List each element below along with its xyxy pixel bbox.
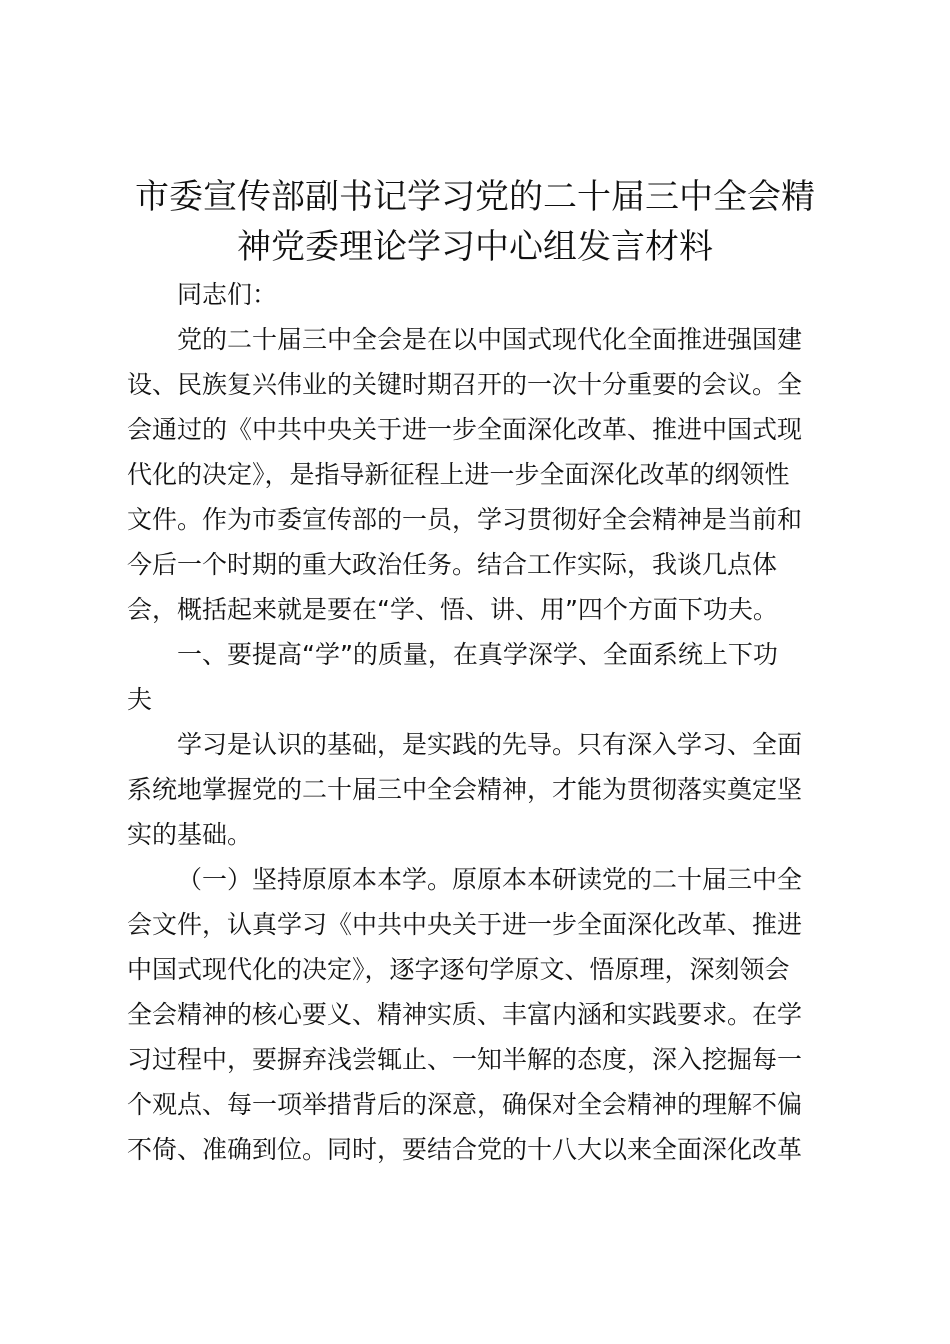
text-line: 一、要提高“学”的质量，在真学深学、全面系统上下功: [177, 640, 778, 669]
text-line: 文件。作为市委宣传部的一员，学习贯彻好全会精神是当前和: [127, 505, 803, 534]
text-line: 全会精神的核心要义、精神实质、丰富内涵和实践要求。在学: [127, 1000, 803, 1029]
document-title: [0, 172, 950, 272]
text-line: 不倚、准确到位。同时，要结合党的十八大以来全面深化改革: [127, 1135, 803, 1164]
text-line: （一）坚持原原本本学。原原本本研读党的二十届三中全: [177, 865, 803, 894]
text-line: 党的二十届三中全会是在以中国式现代化全面推进强国建: [177, 325, 803, 354]
text-line: 夫: [127, 685, 153, 714]
text-line: 会，概括起来就是要在“学、悟、讲、用”四个方面下功夫。: [127, 595, 778, 624]
text-line: 今后一个时期的重大政治任务。结合工作实际，我谈几点体: [127, 550, 778, 579]
text-line: 中国式现代化的决定》，逐字逐句学原文、悟原理，深刻领会: [127, 955, 790, 984]
title-line-2: 神党委理论学习中心组发言材料: [237, 227, 713, 267]
text-line: 系统地掌握党的二十届三中全会精神，才能为贯彻落实奠定坚: [127, 775, 803, 804]
text-line: 设、民族复兴伟业的关键时期召开的一次十分重要的会议。全: [127, 370, 803, 399]
title-line-1: 市委宣传部副书记学习党的二十届三中全会精: [135, 177, 815, 217]
text-line: 个观点、每一项举措背后的深意，确保对全会精神的理解不偏: [127, 1090, 803, 1119]
text-line: 习过程中，要摒弃浅尝辄止、一知半解的态度，深入挖掘每一: [127, 1045, 803, 1074]
text-line: 代化的决定》，是指导新征程上进一步全面深化改革的纲领性: [127, 460, 790, 489]
text-line: 同志们：: [177, 280, 278, 309]
document-body: [127, 272, 827, 1172]
text-line: 会通过的《中共中央关于进一步全面深化改革、推进中国式现: [127, 415, 803, 444]
text-line: 实的基础。: [127, 820, 253, 849]
text-line: 会文件，认真学习《中共中央关于进一步全面深化改革、推进: [127, 910, 803, 939]
text-line: 学习是认识的基础，是实践的先导。只有深入学习、全面: [177, 730, 803, 759]
